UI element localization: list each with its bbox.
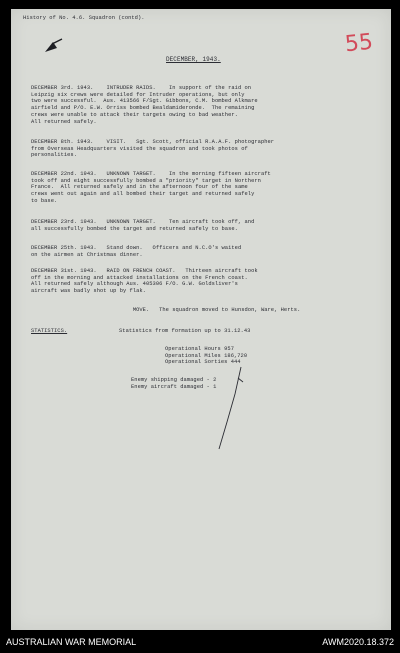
document-page [11, 9, 391, 630]
reference-number: AWM2020.18.372 [322, 636, 394, 647]
entry-move: MOVE. The squadron moved to Hunsdon, Ware, Herts. [31, 307, 301, 313]
entry-dec-3: DECEMBER 3rd. 1943. INTRUDER RAIDS. In support of the raid on Leipzig six crews were detailed for Intruder operations, but only two were successful. Aus. 413566 F/Sgt. Gibbons, C.M. bombed Alkmare airfield and P/O. E.W. Orriss bombed Bealdamideronde. The remaining crews were unable to attack their targets owing to bad weather. All returned safely. [31, 85, 258, 125]
institution-name: AUSTRALIAN WAR MEMORIAL [6, 636, 137, 647]
entry-dec-31: DECEMBER 31st. 1943. RAID ON FRENCH COAST. Thirteen aircraft took off in the morning and attacked installations on the French coast. All returned safely although Aus. 405306 F/O. G.W. Goldsliver's aircraft was badly shot up by flak. [31, 268, 258, 295]
entry-dec-22: DECEMBER 22nd. 1943. UNKNOWN TARGET. In the morning fifteen aircraft took off and eight successfully bombed a "priority" target in Northern France. All returned safely and in the afternoon four of the same crews went out again and all bombed their target and returned safely to base. [31, 171, 271, 204]
statistics-damage-figures: Enemy shipping damaged - 2 Enemy aircraft damaged - 1 [131, 377, 217, 390]
document-header: History of No. 4.6. Squadron (contd). [23, 15, 145, 21]
entry-dec-8: DECEMBER 8th. 1943. VISIT. Sgt. Scott, official R.A.A.F. photographer from Overseas Headquarters visited the squadron and took photos of personalities. [31, 139, 275, 159]
page-number-stamp: 55 [343, 29, 375, 58]
entry-dec-23: DECEMBER 23rd. 1943. UNKNOWN TARGET. Ten aircraft took off, and all successfully bombed the target and returned safely to base. [31, 219, 255, 232]
statistics-intro: Statistics from formation up to 31.12.43 [119, 328, 251, 334]
entry-dec-25: DECEMBER 25th. 1943. Stand down. Officers and N.C.O's waited on the airmen at Christmas dinner. [31, 245, 242, 258]
month-title: DECEMBER, 1943. [166, 56, 221, 63]
archive-footer [0, 630, 400, 653]
statistics-label: STATISTICS. [31, 328, 68, 334]
pen-stroke-mark [201, 364, 261, 454]
pen-arrow-mark [43, 37, 65, 55]
statistics-operational-figures: Operational Hours 957 Operational Miles 186,720 Operational Sorties 444 [165, 346, 248, 366]
